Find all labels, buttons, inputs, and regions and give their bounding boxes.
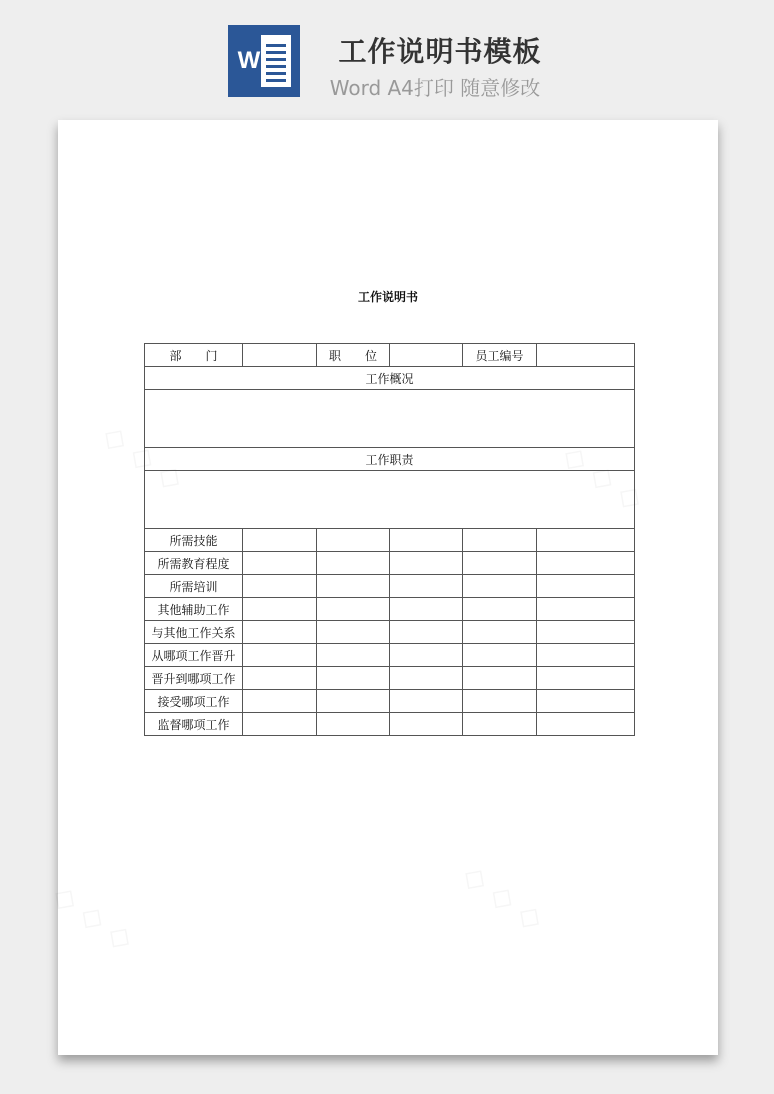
document-page: [58, 120, 718, 1055]
table-row: [145, 529, 635, 552]
row-label: 所需教育程度: [145, 552, 243, 575]
table-row: [145, 575, 635, 598]
cell[interactable]: [537, 690, 635, 713]
cell[interactable]: [463, 575, 537, 598]
row-label: 与其他工作关系: [145, 621, 243, 644]
info-row: [145, 344, 635, 367]
cell[interactable]: [317, 575, 390, 598]
cell[interactable]: [390, 621, 463, 644]
cell[interactable]: [463, 644, 537, 667]
cell[interactable]: [390, 575, 463, 598]
duties-body[interactable]: [145, 471, 635, 529]
cell[interactable]: [243, 690, 317, 713]
cell[interactable]: [243, 552, 317, 575]
table-row: [145, 552, 635, 575]
table-row: [145, 713, 635, 736]
cell[interactable]: [390, 690, 463, 713]
cell[interactable]: [463, 713, 537, 736]
overview-body[interactable]: [145, 390, 635, 448]
cell[interactable]: [463, 621, 537, 644]
department-label: 部 门: [145, 344, 243, 367]
table-row: [145, 621, 635, 644]
duties-header: 工作职责: [145, 448, 635, 471]
cell[interactable]: [463, 667, 537, 690]
cell[interactable]: [243, 575, 317, 598]
cell[interactable]: [537, 713, 635, 736]
cell[interactable]: [463, 690, 537, 713]
job-description-table: [144, 343, 635, 736]
cell[interactable]: [537, 667, 635, 690]
watermark: [456, 857, 550, 937]
cell[interactable]: [243, 598, 317, 621]
cell[interactable]: [537, 552, 635, 575]
cell[interactable]: [537, 621, 635, 644]
cell[interactable]: [390, 713, 463, 736]
cell[interactable]: [317, 598, 390, 621]
cell[interactable]: [317, 621, 390, 644]
cell[interactable]: [390, 644, 463, 667]
row-label: 所需培训: [145, 575, 243, 598]
cell[interactable]: [390, 552, 463, 575]
cell[interactable]: [243, 644, 317, 667]
template-title: 工作说明书模板: [338, 35, 542, 68]
cell[interactable]: [537, 644, 635, 667]
row-label: 晋升到哪项工作: [145, 667, 243, 690]
cell[interactable]: [537, 575, 635, 598]
word-icon-page: [261, 35, 291, 87]
cell[interactable]: [317, 713, 390, 736]
word-icon: [228, 25, 300, 97]
cell[interactable]: [390, 667, 463, 690]
cell[interactable]: [243, 713, 317, 736]
document-title: 工作说明书: [357, 290, 418, 304]
cell[interactable]: [317, 552, 390, 575]
cell[interactable]: [317, 690, 390, 713]
cell[interactable]: [463, 529, 537, 552]
row-label: 从哪项工作晋升: [145, 644, 243, 667]
table-row: [145, 690, 635, 713]
cell[interactable]: [463, 552, 537, 575]
overview-header: 工作概况: [145, 367, 635, 390]
cell[interactable]: [390, 598, 463, 621]
table-row: [145, 667, 635, 690]
position-value[interactable]: [390, 344, 463, 367]
employee-no-value[interactable]: [537, 344, 635, 367]
row-label: 所需技能: [145, 529, 243, 552]
row-label: 监督哪项工作: [145, 713, 243, 736]
row-label: 接受哪项工作: [145, 690, 243, 713]
row-label: 其他辅助工作: [145, 598, 243, 621]
employee-no-label: 员工编号: [463, 344, 537, 367]
word-icon-letter: W: [237, 47, 261, 74]
department-value[interactable]: [243, 344, 317, 367]
cell[interactable]: [463, 598, 537, 621]
cell[interactable]: [317, 644, 390, 667]
cell[interactable]: [317, 667, 390, 690]
template-header: [0, 0, 774, 110]
watermark: [46, 877, 140, 957]
cell[interactable]: [390, 529, 463, 552]
cell[interactable]: [243, 667, 317, 690]
cell[interactable]: [537, 529, 635, 552]
cell[interactable]: [317, 529, 390, 552]
cell[interactable]: [537, 598, 635, 621]
cell[interactable]: [243, 529, 317, 552]
position-label: 职 位: [317, 344, 390, 367]
template-subtitle: Word A4打印 随意修改: [329, 76, 541, 100]
cell[interactable]: [243, 621, 317, 644]
table-row: [145, 598, 635, 621]
table-row: [145, 644, 635, 667]
